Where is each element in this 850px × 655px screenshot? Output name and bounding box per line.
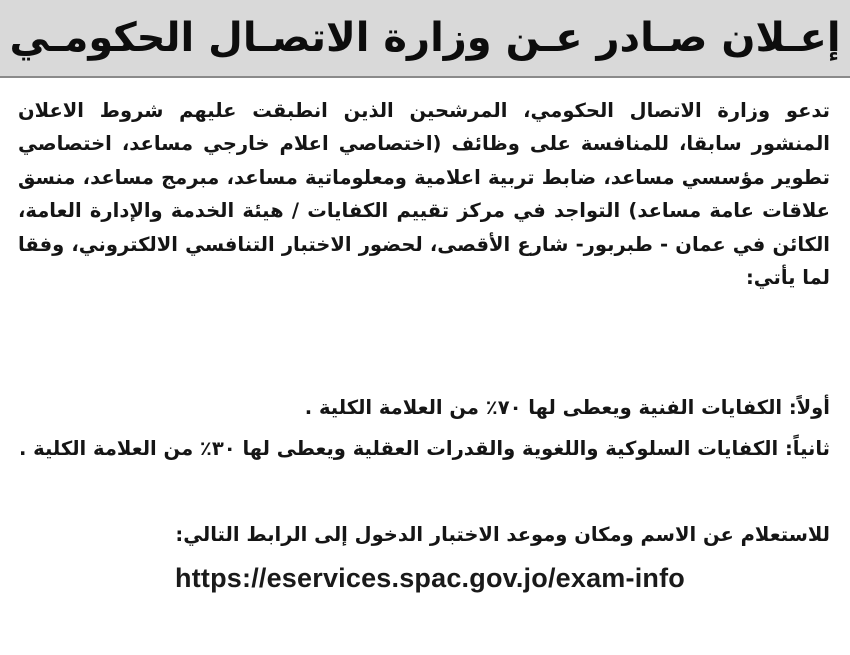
inquiry-text: للاستعلام عن الاسم ومكان وموعد الاختبار الدخول إلى الرابط التالي: [175, 523, 830, 546]
criteria-item-second: ثانياً: الكفايات السلوكية واللغوية والقدرات العقلية ويعطى لها ٣٠٪ من العلامة الكلية . [18, 437, 830, 460]
exam-info-link[interactable]: https://eservices.spac.gov.jo/exam-info [175, 563, 685, 593]
header-band [0, 0, 850, 78]
link-line [0, 560, 850, 596]
criteria-item-first: أولاً: الكفايات الفنية ويعطى لها ٧٠٪ من العلامة الكلية . [304, 396, 830, 419]
announcement-title: إعـلان صـادر عـن وزارة الاتصـال الحكومـي [9, 15, 841, 61]
announcement-body: تدعو وزارة الاتصال الحكومي، المرشحين الذين انطبقت عليهم شروط الاعلان المنشور سابقا، للمنافسة على وظائف (اختصاصي اعلام خارجي مساعد، اختصاصي تطوير مؤسسي مساعد، ضابط تربية اعلامية ومعلوماتية مساعد، مبرمج مساعد، منسق علاقات عامة مساعد) التواجد في مركز تقييم الكفايات / هيئة الخدمة والإدارة العامة، الكائن في عمان - طبربور- شارع الأقصى، لحضور الاختبار التنافسي الالكتروني، وفقا لما يأتي: [18, 99, 830, 290]
